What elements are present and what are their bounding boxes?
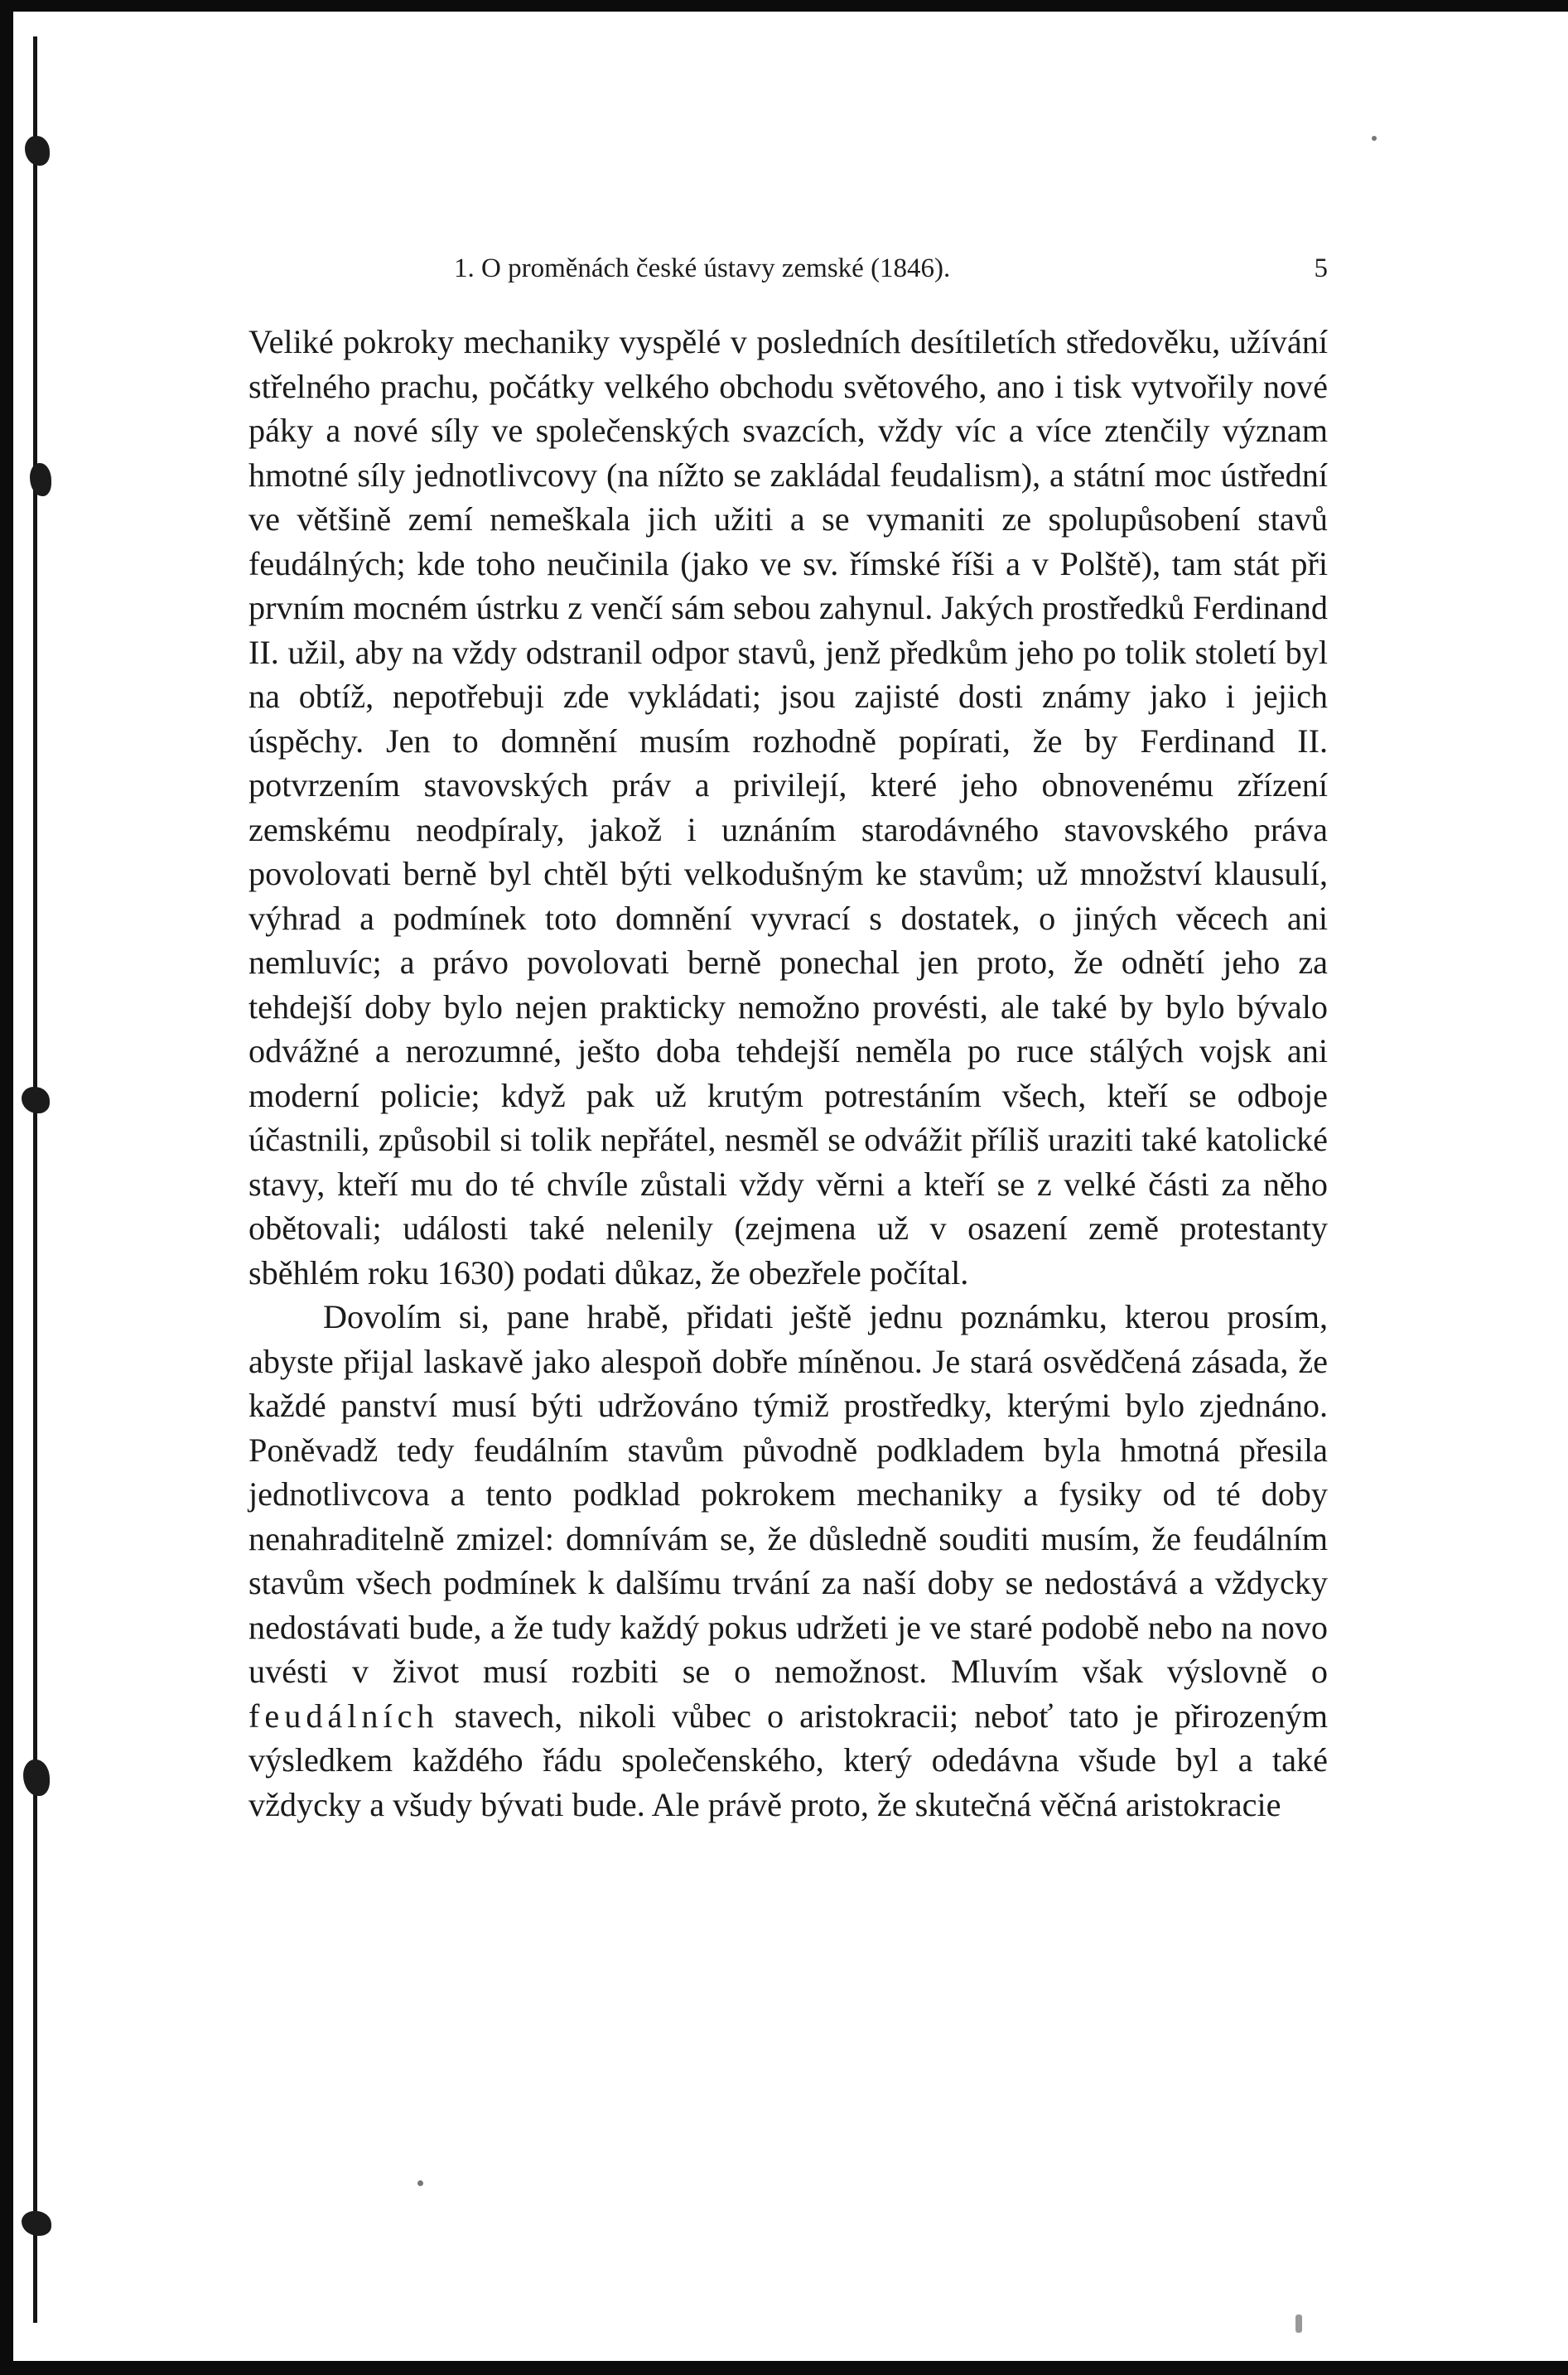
- paragraph-2-text-after: stavech, nikoli vůbec o aristokracii; neboť tato je přirozeným výsledkem každého řádu společenského, který odedávna všude byl a také vždycky a všudy bývati bude. Ale právě proto, že skutečná věčná aristokracie: [248, 1697, 1328, 1823]
- body-text: [248, 320, 1328, 1827]
- binding-thread-mark: [25, 136, 50, 166]
- binding-edge: [33, 36, 37, 2323]
- book-page: [13, 12, 1568, 2361]
- paragraph-2: [248, 1295, 1328, 1827]
- page-number: 5: [1314, 253, 1328, 283]
- binding-thread-mark: [30, 463, 51, 496]
- chapter-title: 1. O proměnách české ústavy zemské (1846).: [454, 253, 951, 283]
- paper-speck: [1372, 136, 1377, 141]
- binding-thread-mark: [22, 1087, 50, 1113]
- emphasized-spaced-word: feudálních: [248, 1697, 439, 1735]
- paragraph-1: Veliké pokroky mechaniky vyspělé v posledních desítiletích středověku, užívání střelného prachu, počátky velkého obchodu světového, ano i tisk vytvořily nové páky a nové síly ve společenských svazcích, vždy víc a více ztenčily význam hmotné síly jednotlivcovy (na nížto se zakládal feudalism), a státní moc ústřední ve většině zemí nemeškala jich užiti a se vymaniti ze spolupůsobení stavů feudálných; kde toho neučinila (jako ve sv. římské říši a v Polště), tam stát při prvním mocném ústrku z venčí sám sebou zahynul. Jakých prostředků Ferdinand II. užil, aby na vždy odstranil odpor stavů, jenž předkům jeho po tolik století byl na obtíž, nepotřebuji zde vykládati; jsou zajisté dosti známy jako i jejich úspěchy. Jen to domnění musím rozhodně popírati, že by Ferdinand II. potvrzením stavovských práv a privilejí, které jeho obnovenému zřízení zemskému neodpíraly, jakož i uznáním starodávného stavovského práva povolovati berně byl chtěl býti velkodušným ke stavům; už množství klausulí, výhrad a podmínek toto domnění vyvrací s dostatek, o jiných věcech ani nemluvíc; a právo povolovati berně ponechal jen proto, že odnětí jeho za tehdejší doby bylo nejen prakticky nemožno provésti, ale také by bylo bývalo odvážné a nerozumné, ješto doba tehdejší neměla po ruce stálých vojsk ani moderní policie; když pak už krutým potrestáním všech, kteří se odboje účastnili, způsobil si tolik nepřátel, nesměl se odvážit příliš uraziti také katolické stavy, kteří mu do té chvíle zůstali vždy věrni a kteří se z velké části za něho obětovali; události také nelenily (zejmena už v osazení země protestanty sběhlém roku 1630) podati důkaz, že obezřele počítal.: [248, 323, 1328, 1291]
- paragraph-2-text-before: Dovolím si, pane hrabě, přidati ještě jednu poznámku, kterou prosím, abyste přijal laskavě jako alespoň dobře míněnou. Je stará osvědčená zásada, že každé panství musí býti udržováno týmiž prostředky, kterými bylo zjednáno. Poněvadž tedy feudálním stavům původně podkladem byla hmotná přesila jednotlivcova a tento podklad pokrokem mechaniky a fysiky od té doby nenahraditelně zmizel: domnívám se, že důsledně souditi musím, že feudálním stavům všech podmínek k dalšímu trvání za naší doby se nedostává a vždycky nedostávati bude, a že tudy každý pokus udržeti je ve staré podobě nebo na novo uvésti v život musí rozbiti se o nemožnost. Mluvím však výslovně o: [248, 1298, 1328, 1690]
- running-header: [454, 250, 1328, 287]
- binding-thread-mark: [22, 2211, 51, 2236]
- paper-speck: [417, 2180, 423, 2186]
- paper-speck: [1295, 2315, 1302, 2333]
- binding-thread-mark: [23, 1760, 50, 1796]
